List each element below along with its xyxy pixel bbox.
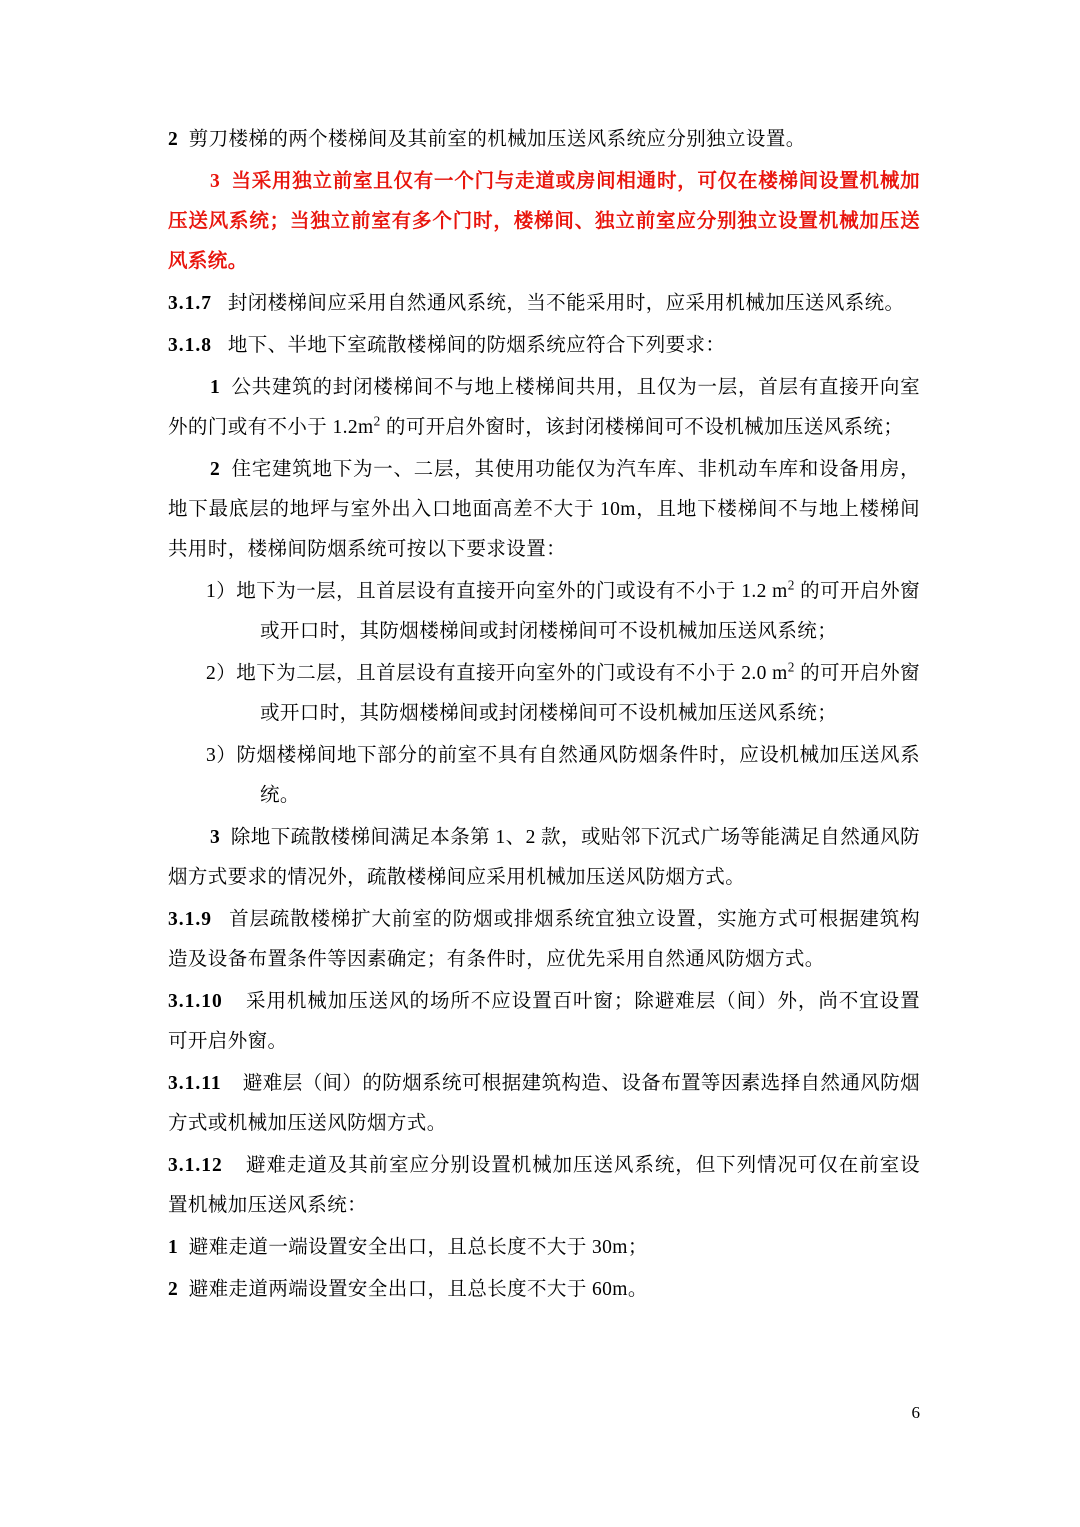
item-number: 2	[210, 459, 221, 480]
clause-text: 避难层（间）的防烟系统可根据建筑构造、设备布置等因素选择自然通风防烟方式或机械加压送风防烟方式。	[168, 1073, 920, 1134]
numbered-paragraph	[168, 1228, 920, 1268]
numbered-paragraph	[168, 818, 920, 898]
page-number: 6	[911, 1403, 920, 1422]
clause-paragraph	[168, 1146, 920, 1226]
clause-text: 避难走道及其前室应分别设置机械加压送风系统，但下列情况可仅在前室设置机械加压送风系统：	[168, 1155, 920, 1216]
numbered-paragraph	[168, 450, 920, 570]
item-number: 2	[168, 129, 179, 150]
clause-text: 采用机械加压送风的场所不应设置百叶窗；除避难层（间）外，尚不宜设置可开启外窗。	[168, 991, 920, 1052]
item-text: 避难走道两端设置安全出口，且总长度不大于 60m。	[188, 1279, 648, 1300]
sub-item-number: 1）	[206, 581, 237, 602]
clause-label: 3.1.8	[168, 335, 212, 356]
clause-paragraph	[168, 284, 920, 324]
item-number: 1	[168, 1237, 179, 1258]
item-text: 公共建筑的封闭楼梯间不与地上楼梯间共用，且仅为一层，首层有直接开向室外的门或有不小于 $1.2m^2$ 的可开启外窗时，该封闭楼梯间可不设机械加压送风系统；	[168, 377, 920, 438]
clause-paragraph	[168, 1064, 920, 1144]
item-number: 3	[210, 171, 221, 192]
sub-item-paragraph	[206, 736, 920, 816]
item-text: 除地下疏散楼梯间满足本条第 1、2 款，或贴邻下沉式广场等能满足自然通风防烟方式要求的情况外，疏散楼梯间应采用机械加压送风防烟方式。	[168, 827, 920, 888]
clause-label: 3.1.7	[168, 293, 212, 314]
item-text: 避难走道一端设置安全出口，且总长度不大于 30m；	[188, 1237, 648, 1258]
sub-item-paragraph	[206, 572, 920, 652]
item-number: 2	[168, 1279, 179, 1300]
item-number: 1	[210, 377, 221, 398]
sub-item-text: 地下为一层，且首层设有直接开向室外的门或设有不小于 1.2 $m^2$ 的可开启外窗或开口时，其防烟楼梯间或封闭楼梯间可不设机械加压送风系统；	[236, 577, 920, 642]
clause-text: 首层疏散楼梯扩大前室的防烟或排烟系统宜独立设置，实施方式可根据建筑构造及设备布置条件等因素确定；有条件时，应优先采用自然通风防烟方式。	[168, 909, 920, 970]
clause-paragraph	[168, 326, 920, 366]
item-text: 当采用独立前室且仅有一个门与走道或房间相通时，可仅在楼梯间设置机械加压送风系统；当独立前室有多个门时，楼梯间、独立前室应分别独立设置机械加压送风系统。	[168, 171, 920, 272]
clause-label: 3.1.10	[168, 991, 223, 1012]
numbered-paragraph	[168, 1270, 920, 1310]
clause-text: 地下、半地下室疏散楼梯间的防烟系统应符合下列要求：	[227, 335, 726, 356]
numbered-paragraph	[168, 120, 920, 160]
clause-paragraph	[168, 982, 920, 1062]
sub-item-number: 3）	[206, 745, 237, 766]
item-text: 住宅建筑地下为一、二层，其使用功能仅为汽车库、非机动车库和设备用房，地下最底层的地坪与室外出入口地面高差不大于 10m，且地下楼梯间不与地上楼梯间共用时，楼梯间防烟系统可按以下要求设置：	[168, 459, 920, 560]
sub-item-text: 防烟楼梯间地下部分的前室不具有自然通风防烟条件时，应设机械加压送风系统。	[236, 745, 920, 806]
numbered-paragraph	[168, 368, 920, 448]
clause-label: 3.1.9	[168, 909, 212, 930]
numbered-paragraph-highlight	[168, 162, 920, 282]
item-number: 3	[210, 827, 221, 848]
item-text: 剪刀楼梯的两个楼梯间及其前室的机械加压送风系统应分别独立设置。	[188, 129, 806, 150]
clause-label: 3.1.11	[168, 1073, 222, 1094]
clause-paragraph	[168, 900, 920, 980]
sub-item-paragraph	[206, 654, 920, 734]
sub-item-text: 地下为二层，且首层设有直接开向室外的门或设有不小于 2.0 $m^2$ 的可开启外窗或开口时，其防烟楼梯间或封闭楼梯间可不设机械加压送风系统；	[236, 659, 920, 724]
sub-item-number: 2）	[206, 663, 237, 684]
clause-text: 封闭楼梯间应采用自然通风系统，当不能采用时，应采用机械加压送风系统。	[227, 293, 905, 314]
clause-label: 3.1.12	[168, 1155, 223, 1176]
